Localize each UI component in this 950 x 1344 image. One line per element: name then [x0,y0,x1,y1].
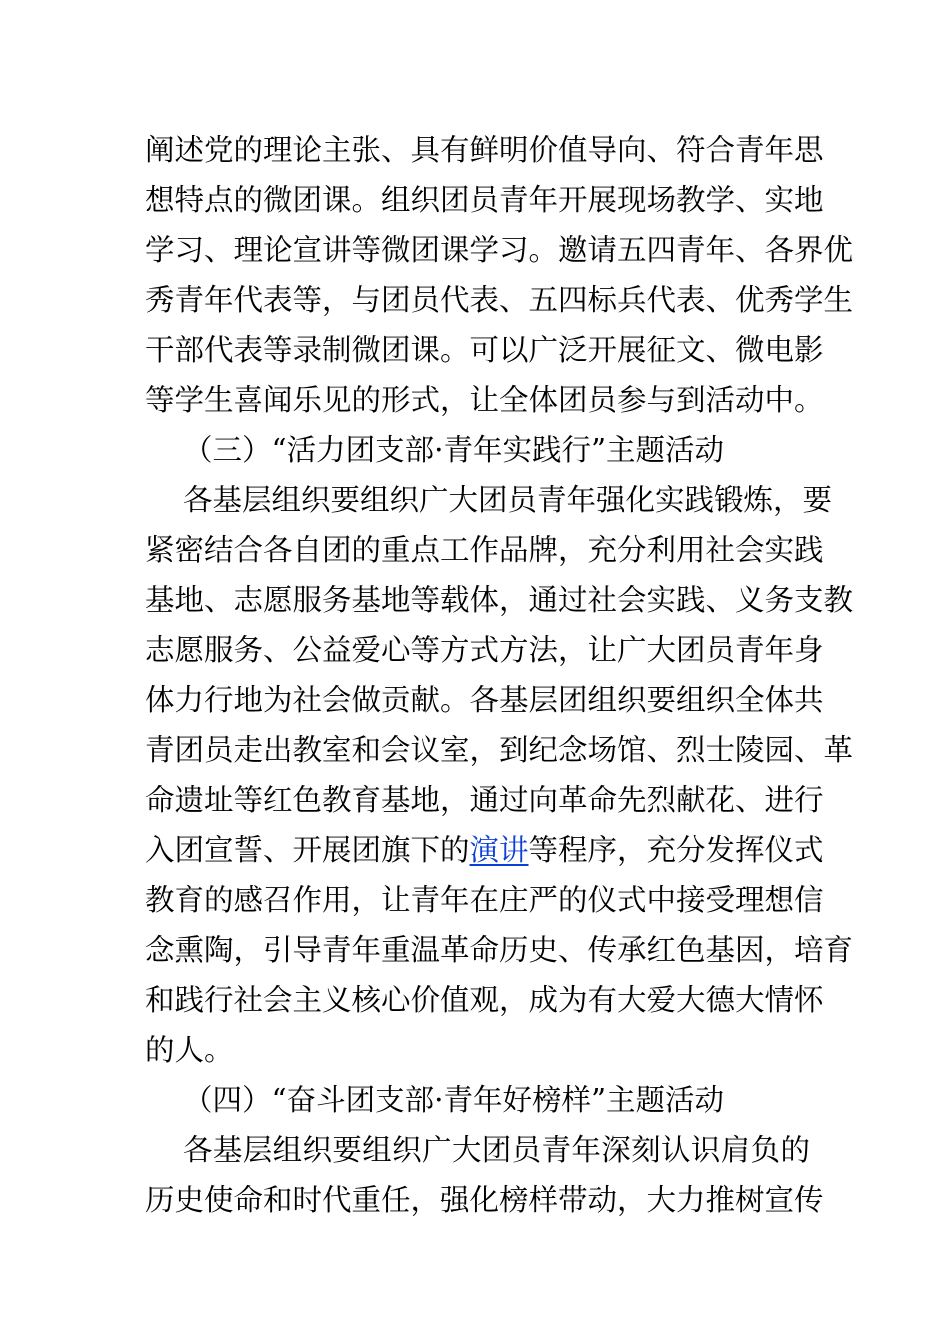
section-heading-four: （四）“奋斗团支部·青年好榜样”主题活动 [183,1083,725,1117]
paragraph-line: 阐述党的理论主张、具有鲜明价值导向、符合青年思 [145,133,824,167]
section-heading-three: （三）“活力团支部·青年实践行”主题活动 [183,433,725,467]
line-text-before-link: 入团宣誓、开展团旗下的 [145,833,470,867]
paragraph-line: 的人。 [145,1033,234,1067]
paragraph-line: 历史使命和时代重任，强化榜样带动，大力推树宣传 [145,1183,824,1217]
paragraph-line: 秀青年代表等，与团员代表、五四标兵代表、优秀学生 [145,283,854,317]
paragraph-line-with-link [145,825,824,875]
paragraph-line: 紧密结合各自团的重点工作品牌，充分利用社会实践 [145,533,824,567]
paragraph-line: 志愿服务、公益爱心等方式方法，让广大团员青年身 [145,633,824,667]
paragraph-line: 想特点的微团课。组织团员青年开展现场教学、实地 [145,183,824,217]
speech-link[interactable]: 演讲 [469,833,529,867]
paragraph-line: 各基层组织要组织广大团员青年强化实践锻炼，要 [183,483,833,517]
paragraph-line: 基地、志愿服务基地等载体，通过社会实践、义务支教 [145,583,854,617]
paragraph-line: 教育的感召作用，让青年在庄严的仪式中接受理想信 [145,883,824,917]
paragraph-line: 和践行社会主义核心价值观，成为有大爱大德大情怀 [145,983,824,1017]
paragraph-line: 干部代表等录制微团课。可以广泛开展征文、微电影 [145,333,824,367]
line-text-after-link: 等程序，充分发挥仪式 [528,833,824,867]
paragraph-line: 青团员走出教室和会议室，到纪念场馆、烈士陵园、革 [145,733,854,767]
paragraph-line: 念熏陶，引导青年重温革命历史、传承红色基因，培育 [145,933,854,967]
paragraph-line: 命遗址等红色教育基地，通过向革命先烈献花、进行 [145,783,824,817]
paragraph-line: 学习、理论宣讲等微团课学习。邀请五四青年、各界优 [145,233,854,267]
paragraph-line: 等学生喜闻乐见的形式，让全体团员参与到活动中。 [145,383,824,417]
paragraph-line: 体力行地为社会做贡献。各基层团组织要组织全体共 [145,683,824,717]
paragraph-line: 各基层组织要组织广大团员青年深刻认识肩负的 [183,1133,810,1167]
